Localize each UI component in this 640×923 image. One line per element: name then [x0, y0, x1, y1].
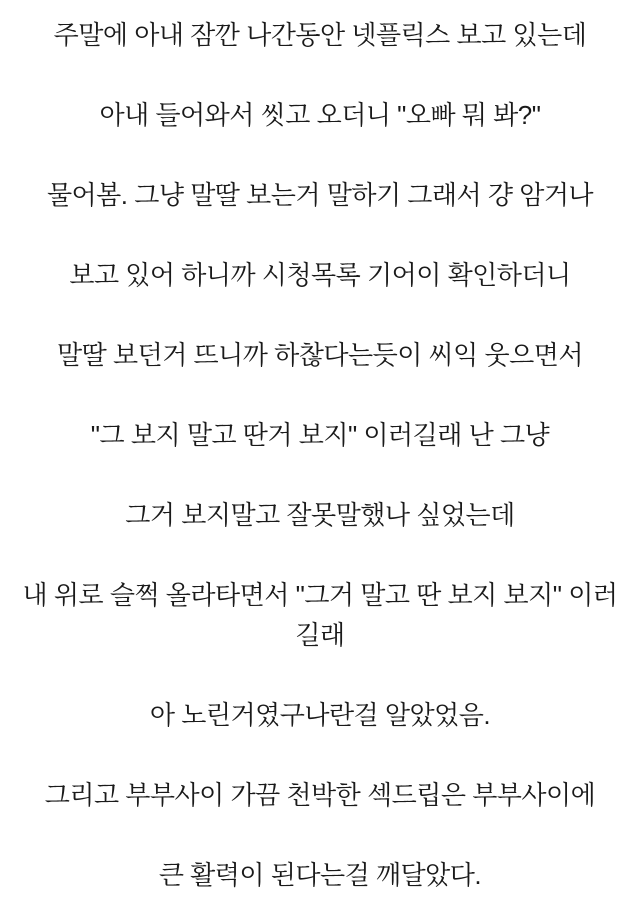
paragraph: 그리고 부부사이 가끔 천박한 섹드립은 부부사이에	[44, 780, 596, 810]
paragraph: 큰 활력이 된다는걸 깨달았다.	[158, 860, 482, 890]
paragraph: 주말에 아내 잠깐 나간동안 넷플릭스 보고 있는데	[53, 20, 587, 50]
paragraph: 그거 보지말고 잘못말했나 싶었는데	[125, 500, 515, 530]
paragraph: 말딸 보던거 뜨니까 하찮다는듯이 씨익 웃으면서	[57, 340, 583, 370]
paragraph: 물어봄. 그냥 말딸 보는거 말하기 그래서 걍 암거나	[46, 180, 594, 210]
paragraph: 보고 있어 하니까 시청목록 기어이 확인하더니	[69, 260, 571, 290]
paragraph: 아 노린거였구나란걸 알았었음.	[149, 700, 491, 730]
paragraph: 내 위로 슬쩍 올라타면서 "그거 말고 딴 보지 보지" 이러길래	[22, 580, 618, 650]
paragraph: 아내 들어와서 씻고 오더니 "오빠 뭐 봐?"	[99, 100, 541, 130]
paragraph: "그 보지 말고 딴거 보지" 이러길래 난 그냥	[90, 420, 550, 450]
